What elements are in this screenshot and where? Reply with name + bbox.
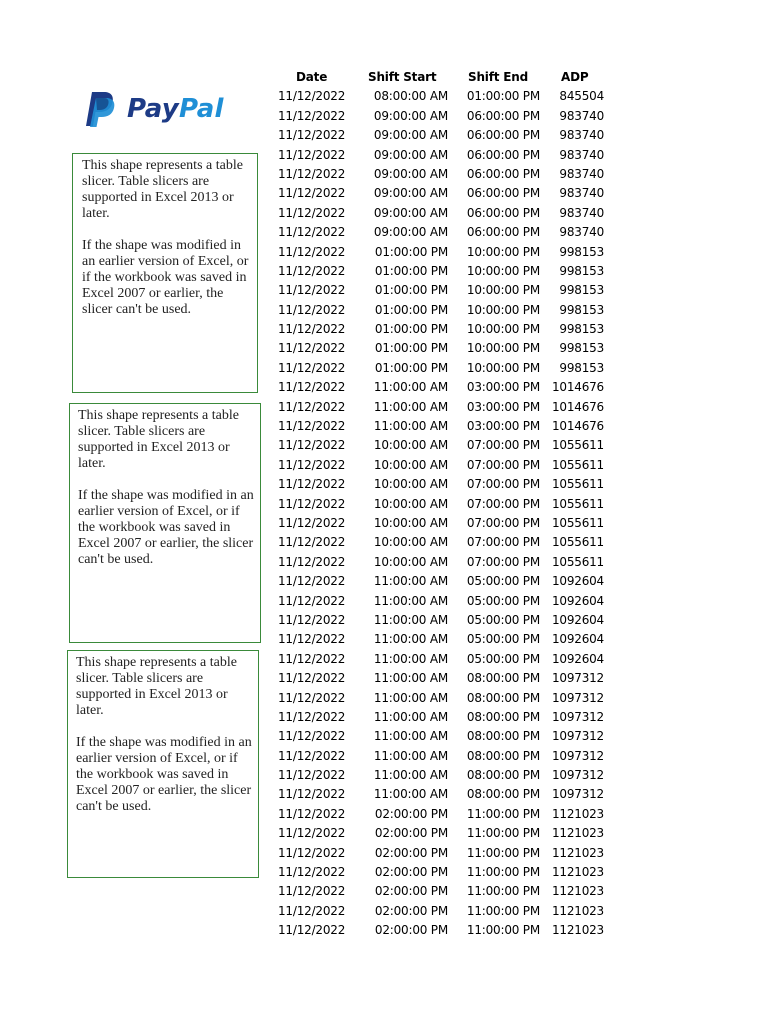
paypal-mark-icon [83,90,117,128]
cell-shift-end: 05:00:00 PM [466,632,540,647]
cell-adp: 983740 [559,166,604,181]
cell-shift-end: 07:00:00 PM [466,535,540,550]
cell-shift-end: 07:00:00 PM [466,457,540,472]
cell-adp: 998153 [559,263,604,278]
cell-adp: 998153 [559,341,604,356]
slicer-warning: If the shape was modified in an earlier version of Excel, or if the workbook was saved in Excel 2007 or earlier, the slicer can't be used. [82,238,249,317]
header-date: Date [296,70,328,84]
table-slicer-placeholder[interactable] [67,650,259,878]
cell-adp: 1121023 [551,923,604,938]
cell-shift-end: 08:00:00 PM [466,729,540,744]
cell-shift-start: 11:00:00 AM [373,787,448,802]
cell-date: 11/12/2022 [278,903,346,918]
cell-adp: 1092604 [551,632,604,647]
cell-date: 11/12/2022 [278,89,346,104]
cell-shift-end: 11:00:00 PM [466,865,540,880]
slicer-message: This shape represents a table slicer. Table slicers are supported in Excel 2013 or later. [76,655,237,718]
cell-adp: 998153 [559,360,604,375]
cell-date: 11/12/2022 [278,186,346,201]
cell-adp: 1055611 [551,438,604,453]
cell-shift-start: 10:00:00 AM [373,515,448,530]
cell-shift-start: 10:00:00 AM [373,496,448,511]
cell-adp: 1097312 [551,690,604,705]
cell-date: 11/12/2022 [278,690,346,705]
cell-shift-start: 01:00:00 PM [374,283,448,298]
cell-date: 11/12/2022 [278,380,346,395]
cell-date: 11/12/2022 [278,322,346,337]
cell-adp: 983740 [559,225,604,240]
cell-shift-start: 11:00:00 AM [373,671,448,686]
header-shift-start: Shift Start [368,70,437,84]
paypal-logo [83,90,243,132]
cell-shift-end: 03:00:00 PM [466,399,540,414]
cell-shift-end: 10:00:00 PM [466,341,540,356]
cell-shift-start: 01:00:00 PM [374,263,448,278]
cell-adp: 1014676 [551,419,604,434]
cell-shift-end: 06:00:00 PM [466,225,540,240]
cell-shift-end: 03:00:00 PM [466,380,540,395]
cell-adp: 845504 [559,89,604,104]
cell-adp: 1097312 [551,768,604,783]
slicer-warning: If the shape was modified in an earlier version of Excel, or if the workbook was saved in Excel 2007 or earlier, the slicer can't be used. [78,488,254,567]
cell-adp: 1097312 [551,709,604,724]
cell-shift-end: 08:00:00 PM [466,748,540,763]
cell-shift-start: 02:00:00 PM [374,865,448,880]
cell-shift-end: 07:00:00 PM [466,554,540,569]
cell-shift-end: 07:00:00 PM [466,438,540,453]
cell-date: 11/12/2022 [278,515,346,530]
cell-shift-end: 06:00:00 PM [466,205,540,220]
table-slicer-placeholder[interactable] [72,153,258,393]
cell-adp: 1097312 [551,729,604,744]
cell-date: 11/12/2022 [278,244,346,259]
cell-adp: 1014676 [551,380,604,395]
cell-shift-end: 03:00:00 PM [466,419,540,434]
cell-date: 11/12/2022 [278,399,346,414]
cell-shift-start: 09:00:00 AM [373,147,448,162]
cell-shift-start: 11:00:00 AM [373,419,448,434]
cell-shift-end: 10:00:00 PM [466,360,540,375]
paypal-wordmark [127,94,224,124]
cell-date: 11/12/2022 [278,128,346,143]
cell-shift-end: 07:00:00 PM [466,477,540,492]
cell-date: 11/12/2022 [278,438,346,453]
cell-adp: 1055611 [551,554,604,569]
cell-date: 11/12/2022 [278,787,346,802]
cell-shift-start: 09:00:00 AM [373,225,448,240]
cell-shift-start: 01:00:00 PM [374,341,448,356]
cell-shift-start: 11:00:00 AM [373,709,448,724]
cell-date: 11/12/2022 [278,341,346,356]
cell-shift-start: 09:00:00 AM [373,108,448,123]
cell-shift-start: 11:00:00 AM [373,768,448,783]
cell-shift-end: 10:00:00 PM [466,322,540,337]
cell-date: 11/12/2022 [278,108,346,123]
header-adp: ADP [561,70,589,84]
cell-date: 11/12/2022 [278,283,346,298]
cell-shift-start: 09:00:00 AM [373,128,448,143]
cell-date: 11/12/2022 [278,457,346,472]
slicer-warning: If the shape was modified in an earlier version of Excel, or if the workbook was saved in Excel 2007 or earlier, the slicer can't be used. [76,735,252,814]
cell-shift-end: 11:00:00 PM [466,923,540,938]
cell-date: 11/12/2022 [278,612,346,627]
cell-shift-end: 08:00:00 PM [466,671,540,686]
cell-adp: 983740 [559,108,604,123]
cell-shift-end: 11:00:00 PM [466,845,540,860]
table-slicer-placeholder[interactable] [69,403,261,643]
slicer-message: This shape represents a table slicer. Table slicers are supported in Excel 2013 or later. [82,158,243,221]
cell-date: 11/12/2022 [278,845,346,860]
cell-adp: 1121023 [551,845,604,860]
cell-shift-start: 10:00:00 AM [373,477,448,492]
cell-date: 11/12/2022 [278,651,346,666]
cell-shift-start: 10:00:00 AM [373,554,448,569]
cell-shift-start: 02:00:00 PM [374,923,448,938]
cell-shift-start: 11:00:00 AM [373,748,448,763]
cell-adp: 1055611 [551,477,604,492]
cell-shift-end: 05:00:00 PM [466,612,540,627]
cell-date: 11/12/2022 [278,263,346,278]
cell-adp: 998153 [559,244,604,259]
cell-adp: 1014676 [551,399,604,414]
cell-adp: 1092604 [551,651,604,666]
cell-date: 11/12/2022 [278,302,346,317]
cell-shift-end: 08:00:00 PM [466,787,540,802]
cell-shift-start: 11:00:00 AM [373,729,448,744]
cell-shift-start: 02:00:00 PM [374,884,448,899]
cell-adp: 1121023 [551,806,604,821]
cell-shift-start: 01:00:00 PM [374,244,448,259]
cell-shift-start: 09:00:00 AM [373,166,448,181]
cell-shift-start: 10:00:00 AM [373,438,448,453]
cell-shift-end: 05:00:00 PM [466,651,540,666]
cell-date: 11/12/2022 [278,554,346,569]
cell-adp: 1121023 [551,826,604,841]
cell-date: 11/12/2022 [278,671,346,686]
cell-shift-start: 11:00:00 AM [373,651,448,666]
cell-shift-start: 11:00:00 AM [373,632,448,647]
cell-date: 11/12/2022 [278,574,346,589]
cell-shift-end: 08:00:00 PM [466,690,540,705]
cell-shift-end: 06:00:00 PM [466,128,540,143]
cell-adp: 983740 [559,205,604,220]
cell-adp: 1097312 [551,748,604,763]
cell-shift-start: 11:00:00 AM [373,690,448,705]
cell-shift-end: 01:00:00 PM [466,89,540,104]
cell-adp: 1092604 [551,593,604,608]
cell-adp: 1121023 [551,865,604,880]
cell-shift-end: 05:00:00 PM [466,593,540,608]
cell-shift-start: 11:00:00 AM [373,574,448,589]
cell-shift-start: 02:00:00 PM [374,806,448,821]
cell-shift-end: 07:00:00 PM [466,515,540,530]
cell-adp: 983740 [559,128,604,143]
cell-adp: 1092604 [551,612,604,627]
cell-adp: 998153 [559,283,604,298]
cell-shift-start: 11:00:00 AM [373,380,448,395]
cell-shift-start: 08:00:00 AM [373,89,448,104]
cell-shift-end: 10:00:00 PM [466,263,540,278]
cell-shift-start: 11:00:00 AM [373,399,448,414]
cell-adp: 1055611 [551,457,604,472]
cell-adp: 983740 [559,147,604,162]
cell-adp: 1055611 [551,535,604,550]
cell-date: 11/12/2022 [278,147,346,162]
cell-date: 11/12/2022 [278,496,346,511]
cell-date: 11/12/2022 [278,360,346,375]
cell-date: 11/12/2022 [278,709,346,724]
cell-date: 11/12/2022 [278,806,346,821]
header-shift-end: Shift End [468,70,528,84]
cell-shift-start: 09:00:00 AM [373,205,448,220]
cell-shift-end: 10:00:00 PM [466,283,540,298]
cell-adp: 1055611 [551,515,604,530]
cell-shift-end: 10:00:00 PM [466,244,540,259]
cell-date: 11/12/2022 [278,225,346,240]
cell-shift-end: 06:00:00 PM [466,147,540,162]
cell-shift-end: 08:00:00 PM [466,709,540,724]
cell-shift-end: 07:00:00 PM [466,496,540,511]
cell-shift-start: 10:00:00 AM [373,457,448,472]
cell-shift-start: 10:00:00 AM [373,535,448,550]
cell-date: 11/12/2022 [278,477,346,492]
cell-date: 11/12/2022 [278,535,346,550]
cell-adp: 1097312 [551,671,604,686]
cell-shift-end: 11:00:00 PM [466,903,540,918]
cell-date: 11/12/2022 [278,768,346,783]
cell-date: 11/12/2022 [278,865,346,880]
wordmark-pal: Pal [179,94,224,124]
cell-date: 11/12/2022 [278,729,346,744]
cell-shift-end: 06:00:00 PM [466,186,540,201]
cell-date: 11/12/2022 [278,632,346,647]
cell-adp: 1121023 [551,903,604,918]
cell-shift-start: 01:00:00 PM [374,360,448,375]
cell-shift-end: 11:00:00 PM [466,806,540,821]
cell-shift-end: 10:00:00 PM [466,302,540,317]
cell-shift-end: 05:00:00 PM [466,574,540,589]
cell-date: 11/12/2022 [278,826,346,841]
cell-date: 11/12/2022 [278,884,346,899]
cell-date: 11/12/2022 [278,166,346,181]
cell-adp: 983740 [559,186,604,201]
cell-adp: 1097312 [551,787,604,802]
cell-shift-start: 02:00:00 PM [374,845,448,860]
cell-shift-end: 11:00:00 PM [466,884,540,899]
cell-date: 11/12/2022 [278,205,346,220]
cell-shift-start: 01:00:00 PM [374,322,448,337]
cell-shift-start: 11:00:00 AM [373,612,448,627]
cell-date: 11/12/2022 [278,748,346,763]
cell-shift-start: 01:00:00 PM [374,302,448,317]
cell-date: 11/12/2022 [278,593,346,608]
cell-shift-end: 06:00:00 PM [466,166,540,181]
cell-adp: 998153 [559,322,604,337]
cell-shift-end: 06:00:00 PM [466,108,540,123]
cell-date: 11/12/2022 [278,419,346,434]
slicer-message: This shape represents a table slicer. Table slicers are supported in Excel 2013 or later. [78,408,239,471]
cell-adp: 1092604 [551,574,604,589]
cell-shift-end: 11:00:00 PM [466,826,540,841]
cell-date: 11/12/2022 [278,923,346,938]
cell-adp: 998153 [559,302,604,317]
cell-shift-start: 02:00:00 PM [374,903,448,918]
cell-shift-start: 11:00:00 AM [373,593,448,608]
cell-adp: 1055611 [551,496,604,511]
wordmark-pay: Pay [127,94,179,124]
cell-shift-start: 09:00:00 AM [373,186,448,201]
cell-shift-start: 02:00:00 PM [374,826,448,841]
cell-shift-end: 08:00:00 PM [466,768,540,783]
cell-adp: 1121023 [551,884,604,899]
